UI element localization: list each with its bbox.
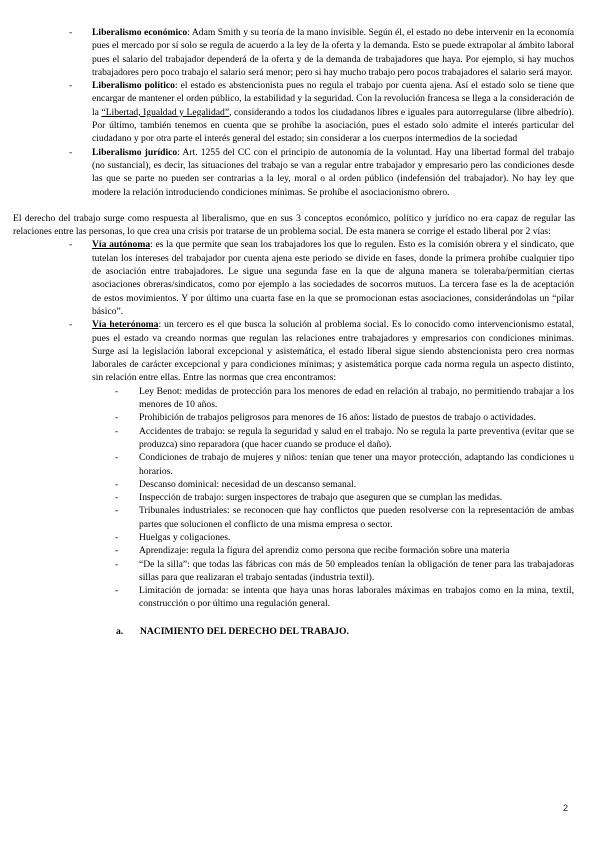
liberalism-list bbox=[69, 26, 574, 199]
bullet-dash: - bbox=[115, 585, 119, 597]
list-item bbox=[92, 385, 574, 412]
list-item bbox=[69, 318, 574, 384]
list-item bbox=[92, 558, 574, 585]
intro-paragraph: El derecho del trabajo surge como respuesta al liberalismo, que en sus 3 conceptos económico, político y jurídico no era capaz de regular las relaciones entre las personas, lo que crea una crisis por tratarse de un problema social. De esta manera se corrige el estado liberal por 2 vías: bbox=[13, 212, 575, 238]
item-text: , considerando a todos los ciudadanos libres e iguales para autorregularse (libre albedrío). Por último, también tenemos en cuenta que se prohíbe la asociación, pues el estado solo admite el interés particular del ciudadano y por otra parte el interés general del estado; sin considerar a los cuerpos intermedios de la sociedad bbox=[92, 106, 574, 145]
item-text: Condiciones de trabajo de mujeres y niños: tenían que tener una mayor protección, adaptando las condiciones u horarios. bbox=[139, 452, 574, 477]
list-item bbox=[92, 478, 574, 491]
page-number: 2 bbox=[563, 803, 569, 813]
item-text: Limitación de jornada: se intenta que haya unas horas laborales máximas en trabajos como en la mina, textil, construcción o por último una regulación general. bbox=[139, 585, 574, 610]
bullet-dash: - bbox=[115, 505, 119, 517]
section-heading bbox=[116, 625, 574, 638]
list-item bbox=[69, 146, 574, 199]
term: Vía autónoma bbox=[92, 239, 151, 251]
list-item bbox=[69, 238, 574, 318]
underlined-text: “Libertad, Igualdad y Legalidad” bbox=[101, 106, 230, 118]
item-text: Ley Benot: medidas de protección para los menores de edad en relación al trabajo, no permitiendo trabajar a los menores de 10 años. bbox=[139, 385, 574, 411]
bullet-dash: - bbox=[69, 80, 73, 92]
term: Vía heterónoma bbox=[92, 319, 159, 331]
normas-list bbox=[69, 385, 574, 611]
item-text: : es la que permite que sean los trabajadores los que lo regulen. Esto es la comisión obrera y el sindicato, que tutelan los intereses del trabajador por cuenta ajena este periodo se divide en fases, donde la primera prohíbe cualquier tipo de asociación entre trabajadores. Le sigue una segunda fase en la que de alguna manera se toleraba/permitían ciertas asociaciones obreras/sindicatos, como por ejemplo a las sociedades de socorros mutuos. La tercera fase es la de aceptación de estos movimientos. Y por último una cuarta fase en la que se promocionan estas asociaciones, considerándolas un “pilar básico”. bbox=[92, 239, 574, 317]
list-item bbox=[92, 425, 574, 452]
item-text: Tribunales industriales: se reconocen que hay conflictos que pueden resolverse con la representación de ambas partes que solucionen el conflicto de una misma empresa o sector. bbox=[139, 505, 574, 530]
bullet-dash: - bbox=[115, 492, 119, 504]
bullet-dash: - bbox=[115, 412, 119, 424]
term: Liberalismo jurídico bbox=[92, 146, 178, 158]
vias-list bbox=[69, 238, 574, 384]
item-text: Accidentes de trabajo: se regula la seguridad y salud en el trabajo. No se regula la parte preventiva (evitar que se produzca) sino reparadora (que hacer cuando se produce el daño). bbox=[139, 425, 574, 450]
list-item bbox=[69, 26, 574, 79]
item-text: : Art. 1255 del CC con el principio de autonomía de la voluntad. Hay una libertad formal del trabajo (no sustancial), es decir, las situaciones del trabajo se van a regular entre trabajador y empresario pero las condiciones desde las que se parte no pueden ser contrarias a la ley, moral o al orden público (indefensión del trabajador). No hay ley que modere la relación introduciendo condiciones mínimas. Se prohíbe el asociacionismo obrero. bbox=[92, 146, 574, 198]
bullet-dash: - bbox=[69, 27, 73, 38]
bullet-dash: - bbox=[115, 385, 119, 397]
list-item bbox=[92, 451, 574, 478]
item-text: “De la silla”: que todas las fábricas con más de 50 empleados tenían la obligación de tener para las trabajadoras sillas para que realizaran el trabajo sentadas (industria textil). bbox=[139, 558, 574, 583]
heading-label: a. bbox=[116, 625, 124, 637]
item-text: : un tercero es el que busca la solución al problema social. Es lo conocido como intervencionismo estatal, pues el estado va creando normas que regulan las relaciones entre trabajadores y empresarios con condiciones mínimas. Surge así la legislación laboral excepcional y asistemática, el estado liberal sigue siendo abstencionista pero crea normas laborales de carácter excepcional y para condiciones mínimas; y asistemática porque cada norma regula un aspecto distinto, sin relación entre ellas. Entre las normas que crea encontramos: bbox=[92, 319, 574, 384]
item-text: Aprendizaje: regula la figura del aprendiz como persona que recibe formación sobre una materia bbox=[139, 545, 510, 557]
item-text: : el estado es abstencionista pues no regula el trabajo por cuenta ajena. Así el estado solo se tiene que encargar de mantener el orden público, la estabilidad y la seguridad. Con la revolución francesa se llega a la consideración de la bbox=[92, 80, 575, 118]
list-item bbox=[69, 79, 574, 145]
bullet-dash: - bbox=[115, 478, 119, 490]
bullet-dash: - bbox=[115, 558, 119, 570]
list-item bbox=[92, 531, 574, 544]
item-text: Descanso dominical: necesidad de un descanso semanal. bbox=[139, 478, 357, 490]
term: Liberalismo económico bbox=[92, 27, 188, 38]
bullet-dash: - bbox=[69, 239, 73, 251]
item-text: Inspección de trabajo: surgen inspectores de trabajo que aseguren que se cumplan las medidas. bbox=[139, 492, 503, 504]
list-item bbox=[92, 491, 574, 504]
bullet-dash: - bbox=[115, 531, 119, 543]
bullet-dash: - bbox=[115, 425, 119, 437]
term: Liberalismo político bbox=[92, 80, 175, 92]
page-content bbox=[13, 26, 575, 638]
heading-text: NACIMIENTO DEL DERECHO DEL TRABAJO. bbox=[140, 625, 349, 637]
list-item bbox=[92, 544, 574, 557]
bullet-dash: - bbox=[69, 146, 73, 158]
bullet-dash: - bbox=[69, 319, 73, 331]
list-item bbox=[92, 504, 574, 531]
list-item bbox=[92, 411, 574, 424]
bullet-dash: - bbox=[115, 452, 119, 464]
bullet-dash: - bbox=[115, 545, 119, 557]
item-text: Prohibición de trabajos peligrosos para menores de 16 años: listado de puestos de trabajo o actividades. bbox=[139, 412, 536, 424]
item-text: : Adam Smith y su teoría de la mano invisible. Según él, el estado no debe intervenir en la economía pues el mercado por sí solo se regula de acuerdo a la ley de la oferta y la demanda. Esto se puede extrapolar al ámbito laboral pues el salario del trabajador dependerá de la oferta y de la demanda de trabajadores que haya. Por ejemplo, si hay muchos trabajadores pero poco trabajo el salario será menor; pero si hay mucho trabajo pero pocos trabajadores el salario será mayor. bbox=[92, 27, 574, 78]
item-text: Huelgas y coligaciones. bbox=[139, 531, 231, 543]
list-item bbox=[92, 584, 574, 611]
